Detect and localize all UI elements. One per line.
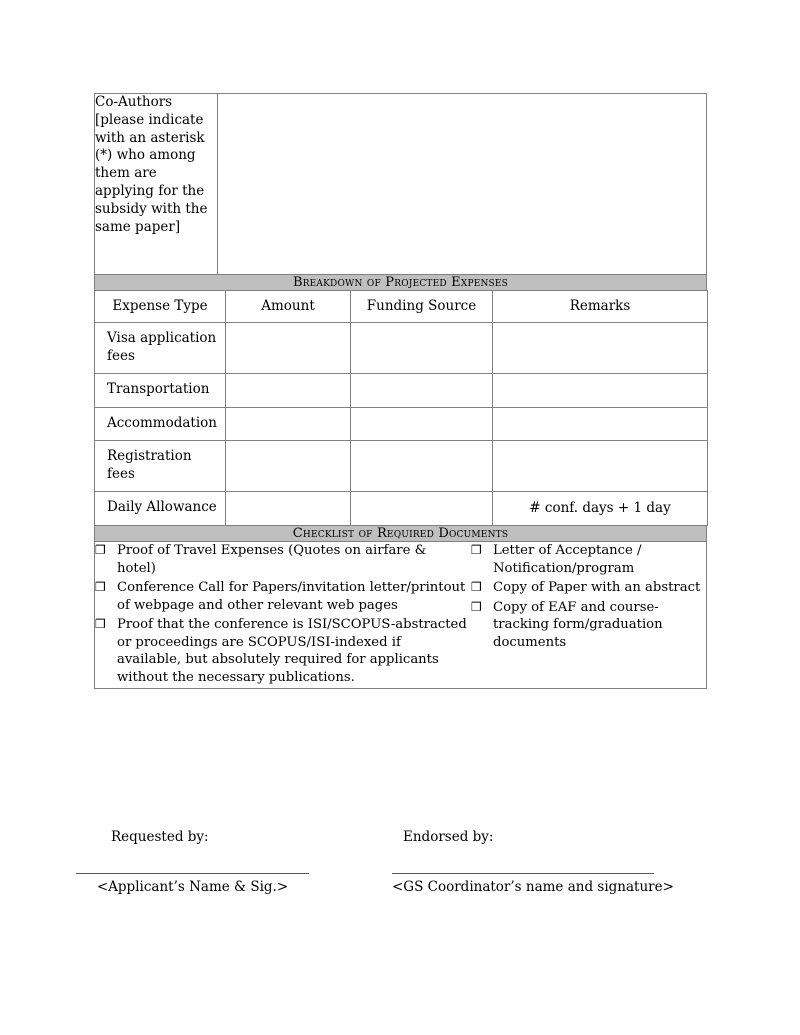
checkbox-icon[interactable]: ❒ — [471, 599, 482, 614]
coauthors-row — [95, 94, 707, 275]
checklist-item-label: Proof that the conference is ISI/SCOPUS-abstracted or proceedings are SCOPUS/ISI-indexed if available, but absolutely required for applicants without the necessary publications. — [117, 617, 467, 685]
amount-accommodation[interactable] — [226, 407, 351, 441]
checkbox-icon[interactable]: ❒ — [95, 580, 106, 595]
column-header-amount: Amount — [226, 291, 351, 323]
list-item[interactable] — [471, 542, 706, 577]
funding-source-visa[interactable] — [351, 323, 493, 374]
checklist-section-title: Checklist of Required Documents — [95, 526, 707, 542]
funding-source-accommodation[interactable] — [351, 407, 493, 441]
endorsed-by-label: Endorsed by: — [403, 829, 494, 845]
requested-by-label: Requested by: — [111, 829, 209, 845]
list-item[interactable] — [471, 579, 706, 597]
column-header-remarks: Remarks — [493, 291, 708, 323]
funding-source-transportation[interactable] — [351, 374, 493, 408]
list-item[interactable] — [95, 542, 467, 577]
signature-block — [0, 824, 800, 914]
column-header-funding-source: Funding Source — [351, 291, 493, 323]
remarks-visa[interactable] — [493, 323, 708, 374]
checkbox-icon[interactable]: ❒ — [471, 543, 482, 557]
checkbox-icon[interactable]: ❒ — [95, 617, 106, 632]
remarks-transportation[interactable] — [493, 374, 708, 408]
expenses-table — [94, 290, 708, 526]
table-row — [95, 374, 708, 408]
checklist-item-label: Letter of Acceptance / Notification/program — [493, 543, 642, 576]
expense-type-daily-allowance: Daily Allowance — [95, 492, 226, 526]
expenses-section-title: Breakdown of Projected Expenses — [95, 275, 707, 291]
list-item[interactable] — [95, 579, 467, 614]
remarks-registration[interactable] — [493, 441, 708, 492]
list-item[interactable] — [471, 599, 706, 652]
amount-visa[interactable] — [226, 323, 351, 374]
checklist-item-label: Copy of EAF and course-tracking form/graduation documents — [493, 599, 663, 650]
table-row — [95, 407, 708, 441]
amount-transportation[interactable] — [226, 374, 351, 408]
remarks-accommodation[interactable] — [493, 407, 708, 441]
checklist-column-left — [95, 542, 467, 688]
table-row — [95, 492, 708, 526]
checklist-item-label: Proof of Travel Expenses (Quotes on airfare & hotel) — [117, 543, 427, 576]
funding-source-registration[interactable] — [351, 441, 493, 492]
table-row — [95, 441, 708, 492]
applicant-signature-line — [76, 873, 309, 874]
applicant-name-placeholder: <Applicant’s Name & Sig.> — [96, 879, 289, 895]
checkbox-icon[interactable]: ❒ — [95, 543, 106, 557]
checklist-section-header-row — [95, 526, 707, 542]
amount-daily-allowance[interactable] — [226, 492, 351, 526]
coordinator-name-placeholder: <GS Coordinator’s name and signature> — [392, 879, 674, 895]
coauthors-input-cell[interactable] — [218, 94, 707, 275]
amount-registration[interactable] — [226, 441, 351, 492]
checklist-body-row — [95, 542, 707, 689]
expenses-header-row — [95, 291, 708, 323]
remarks-daily-allowance: # conf. days + 1 day — [493, 492, 708, 526]
coauthors-table — [94, 93, 707, 291]
list-item[interactable] — [95, 616, 467, 686]
expenses-section-header-row — [95, 275, 707, 291]
checklist-table — [94, 525, 707, 689]
checklist-item-label: Copy of Paper with an abstract — [493, 580, 701, 596]
coauthors-label-cell: Co-Authors [please indicate with an asterisk (*) who among them are applying for the subsidy with the same paper] — [95, 94, 218, 275]
column-header-expense-type: Expense Type — [95, 291, 226, 323]
expense-type-visa: Visa application fees — [95, 323, 226, 374]
expense-type-accommodation: Accommodation — [95, 407, 226, 441]
checklist-item-label: Conference Call for Papers/invitation letter/printout of webpage and other relevant web pages — [117, 580, 466, 613]
funding-source-daily-allowance[interactable] — [351, 492, 493, 526]
checkbox-icon[interactable]: ❒ — [471, 580, 482, 595]
coordinator-signature-line — [392, 873, 654, 874]
expense-type-registration: Registration fees — [95, 441, 226, 492]
expense-type-transportation: Transportation — [95, 374, 226, 408]
checklist-column-right — [467, 542, 706, 653]
checklist-body-cell — [95, 542, 707, 689]
table-row — [95, 323, 708, 374]
